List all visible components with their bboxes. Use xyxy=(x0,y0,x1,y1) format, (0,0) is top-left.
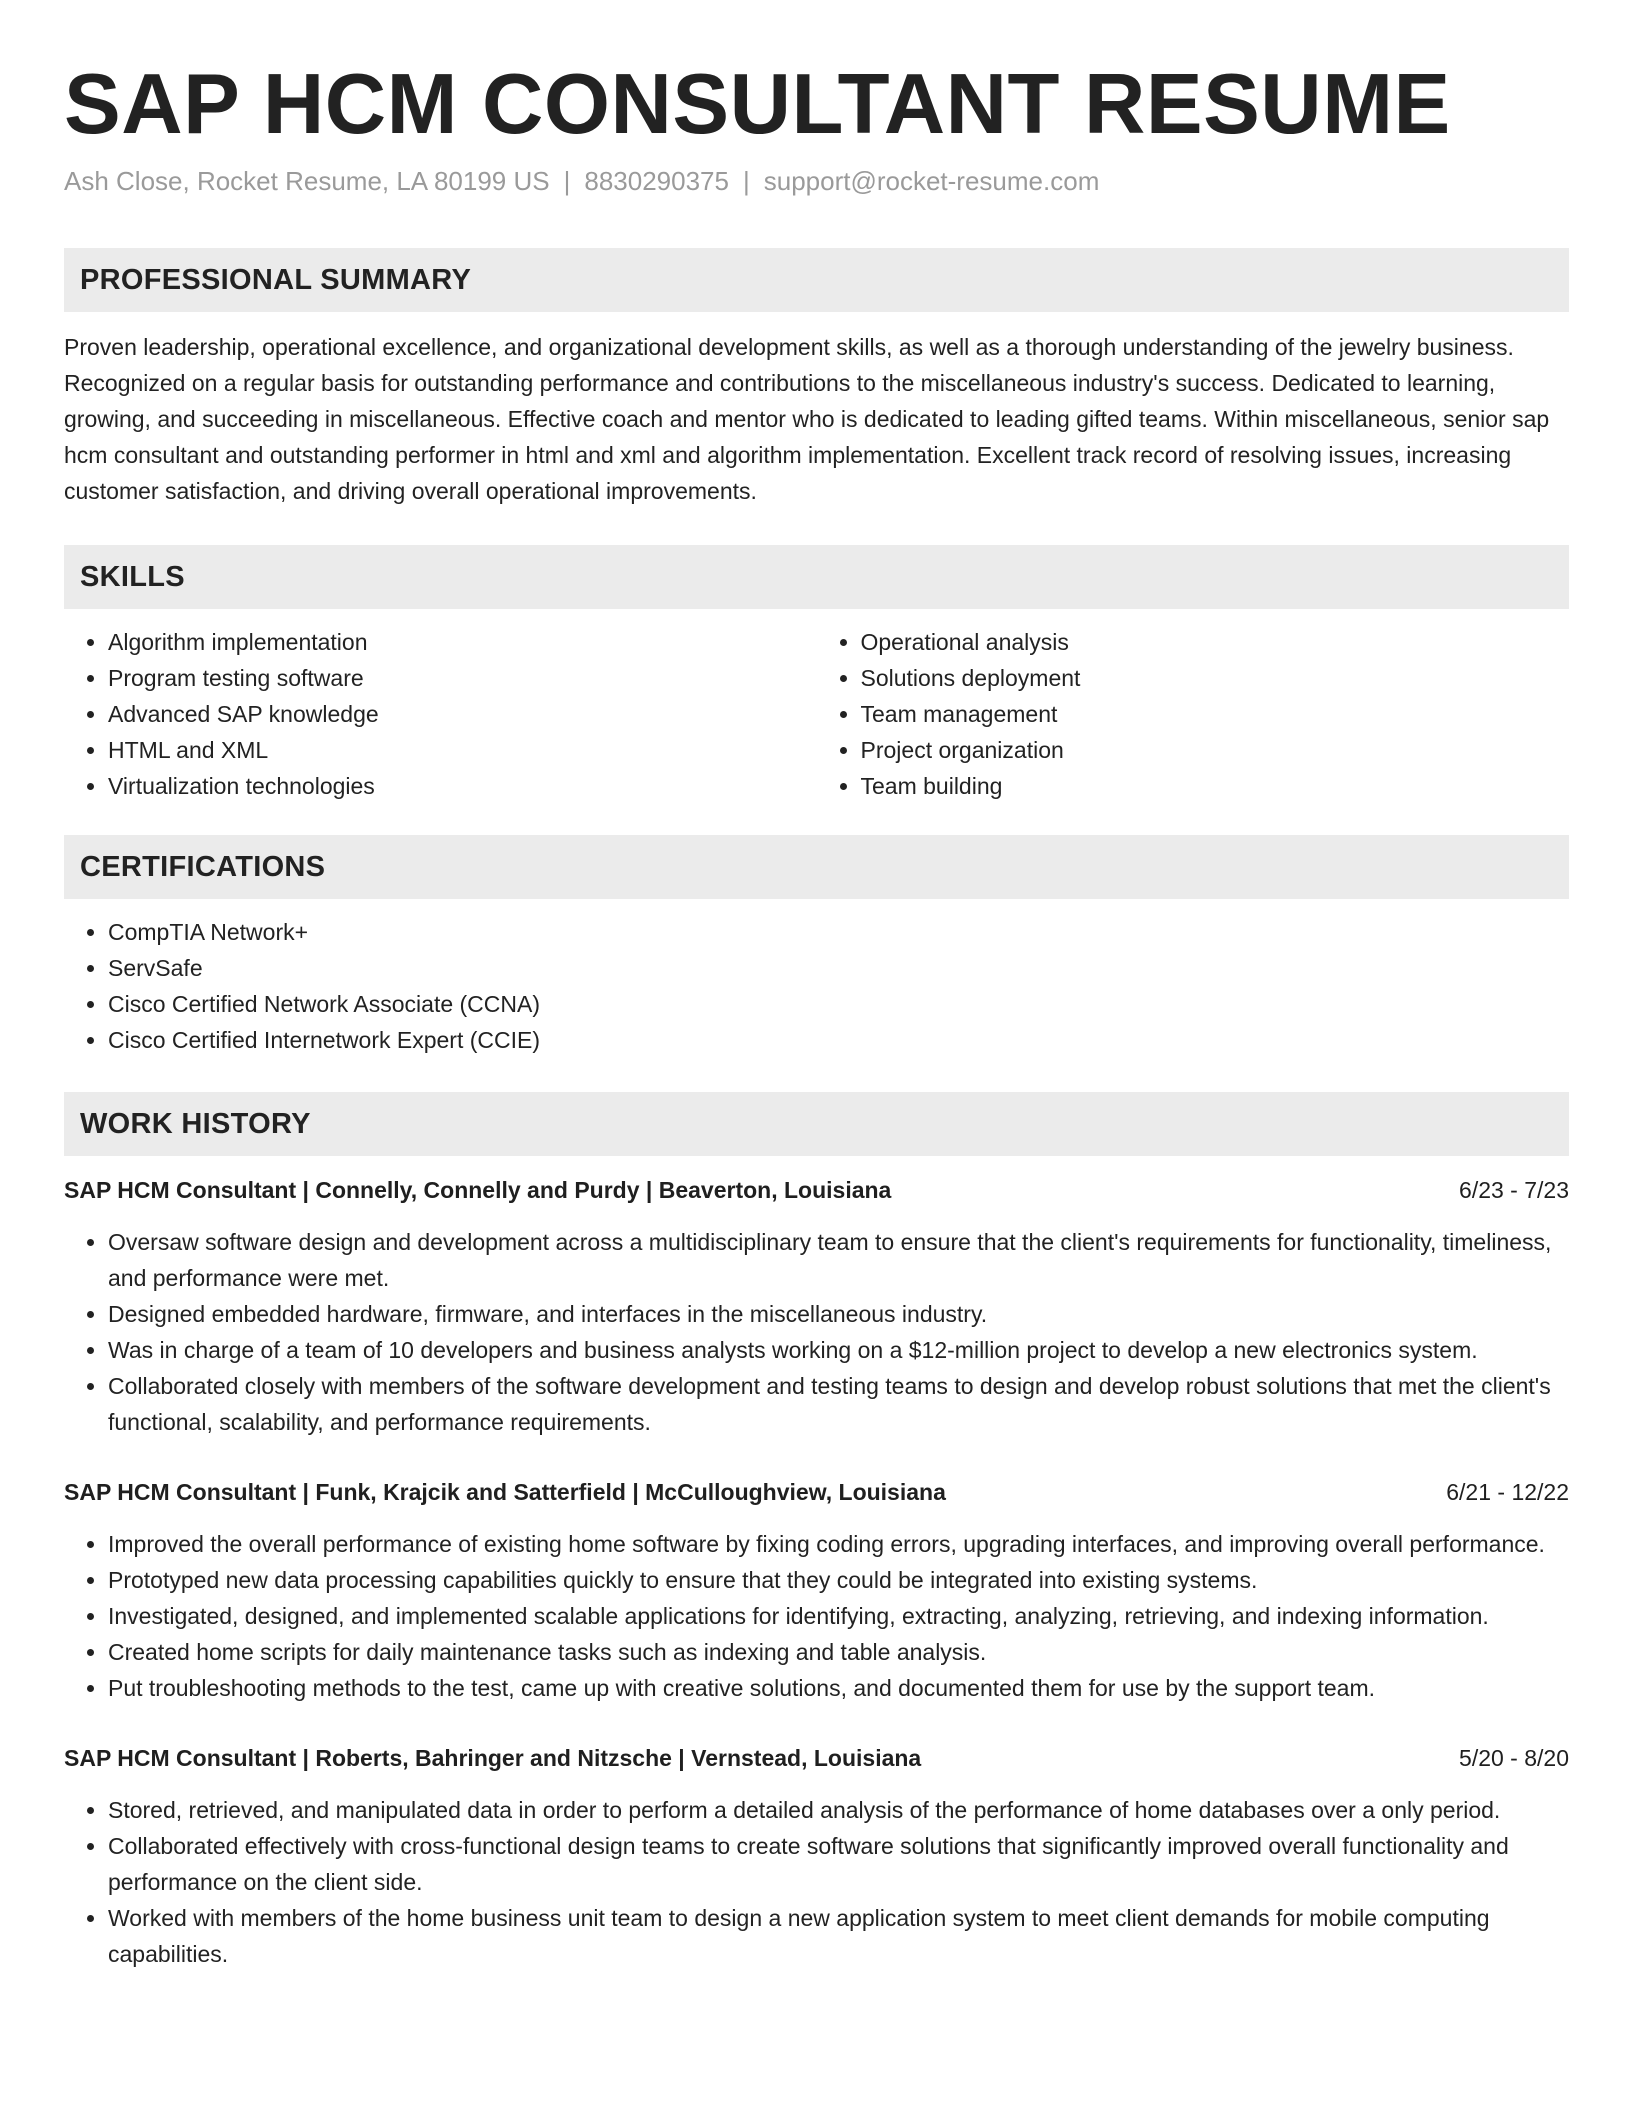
skills-list-right xyxy=(817,624,1570,804)
job-bullet: • Created home scripts for daily maintenance tasks such as indexing and table analysis. xyxy=(108,1634,1569,1670)
contact-email[interactable]: support@rocket-resume.com xyxy=(763,166,1100,196)
contact-separator: | xyxy=(563,166,571,196)
job-entry xyxy=(64,1474,1569,1706)
contact-address: Ash Close, Rocket Resume, LA 80199 US xyxy=(64,166,550,196)
job-entry xyxy=(64,1172,1569,1440)
job-dates: 5/20 - 8/20 xyxy=(1459,1745,1569,1771)
skill-item: • HTML and XML xyxy=(108,732,817,768)
job-header xyxy=(64,1172,1569,1208)
contact-phone: 8830290375 xyxy=(584,166,729,196)
job-bullet: • Put troubleshooting methods to the test, came up with creative solutions, and documented them for use by the support team. xyxy=(108,1670,1569,1706)
job-bullet: • Was in charge of a team of 10 developers and business analysts working on a $12-million project to develop a new electronics system. xyxy=(108,1332,1569,1368)
job-bullet: • Investigated, designed, and implemented scalable applications for identifying, extracting, analyzing, retrieving, and indexing information. xyxy=(108,1598,1569,1634)
job-header xyxy=(64,1740,1569,1776)
resume-content xyxy=(64,0,1569,1972)
skill-item: • Virtualization technologies xyxy=(108,768,817,804)
contact-separator: | xyxy=(742,166,750,196)
certifications-list xyxy=(64,914,1569,1058)
job-dates: 6/23 - 7/23 xyxy=(1459,1177,1569,1203)
skills-list-left xyxy=(64,624,817,804)
job-dates: 6/21 - 12/22 xyxy=(1446,1479,1569,1505)
job-bullets xyxy=(64,1526,1569,1706)
job-bullet: • Collaborated effectively with cross-functional design teams to create software solutions that significantly improved overall functionality and performance on the client side. xyxy=(108,1828,1569,1900)
job-title: SAP HCM Consultant | Roberts, Bahringer and Nitzsche | Vernstead, Louisiana xyxy=(64,1745,922,1771)
skill-item: • Solutions deployment xyxy=(861,660,1570,696)
skill-item: • Team building xyxy=(861,768,1570,804)
job-bullets xyxy=(64,1224,1569,1440)
skills-columns xyxy=(64,624,1569,804)
certification-item: • CompTIA Network+ xyxy=(108,914,1569,950)
skill-item: • Operational analysis xyxy=(861,624,1570,660)
certification-item: • Cisco Certified Internetwork Expert (CCIE) xyxy=(108,1022,1569,1058)
skill-item: • Advanced SAP knowledge xyxy=(108,696,817,732)
section-heading-summary: PROFESSIONAL SUMMARY xyxy=(64,248,1569,312)
skill-item: • Program testing software xyxy=(108,660,817,696)
skill-item: • Project organization xyxy=(861,732,1570,768)
section-heading-certifications: CERTIFICATIONS xyxy=(64,835,1569,899)
job-bullet: • Collaborated closely with members of the software development and testing teams to design and develop robust solutions that met the client's functional, scalability, and performance requirements. xyxy=(108,1368,1569,1440)
certification-item: • ServSafe xyxy=(108,950,1569,986)
contact-line xyxy=(64,163,1569,199)
job-bullet: • Oversaw software design and development across a multidisciplinary team to ensure that the client's requirements for functionality, timeliness, and performance were met. xyxy=(108,1224,1569,1296)
section-heading-skills: SKILLS xyxy=(64,545,1569,609)
job-bullet: • Improved the overall performance of existing home software by fixing coding errors, upgrading interfaces, and improving overall performance. xyxy=(108,1526,1569,1562)
job-bullet: • Stored, retrieved, and manipulated data in order to perform a detailed analysis of the performance of home databases over a only period. xyxy=(108,1792,1569,1828)
summary-text: Proven leadership, operational excellence, and organizational development skills, as well as a thorough understanding of the jewelry business. Recognized on a regular basis for outstanding performance and contributions to the miscellaneous industry's success. Dedicated to learning, growing, and succeeding in miscellaneous. Effective coach and mentor who is dedicated to leading gifted teams. Within miscellaneous, senior sap hcm consultant and outstanding performer in html and xml and algorithm implementation. Excellent track record of resolving issues, increasing customer satisfaction, and driving overall operational improvements. xyxy=(64,334,1550,504)
job-title: SAP HCM Consultant | Connelly, Connelly and Purdy | Beaverton, Louisiana xyxy=(64,1177,892,1203)
job-bullet: • Worked with members of the home business unit team to design a new application system to meet client demands for mobile computing capabilities. xyxy=(108,1900,1569,1972)
job-bullet: • Prototyped new data processing capabilities quickly to ensure that they could be integrated into existing systems. xyxy=(108,1562,1569,1598)
section-heading-work-history: WORK HISTORY xyxy=(64,1092,1569,1156)
job-bullets xyxy=(64,1792,1569,1972)
resume-title: SAP HCM CONSULTANT RESUME xyxy=(64,57,1451,152)
job-entry xyxy=(64,1740,1569,1972)
skill-item: • Team management xyxy=(861,696,1570,732)
job-bullet: • Designed embedded hardware, firmware, and interfaces in the miscellaneous industry. xyxy=(108,1296,1569,1332)
job-header xyxy=(64,1474,1569,1510)
skill-item: • Algorithm implementation xyxy=(108,624,817,660)
job-title: SAP HCM Consultant | Funk, Krajcik and Satterfield | McCulloughview, Louisiana xyxy=(64,1479,946,1505)
certification-item: • Cisco Certified Network Associate (CCNA) xyxy=(108,986,1569,1022)
